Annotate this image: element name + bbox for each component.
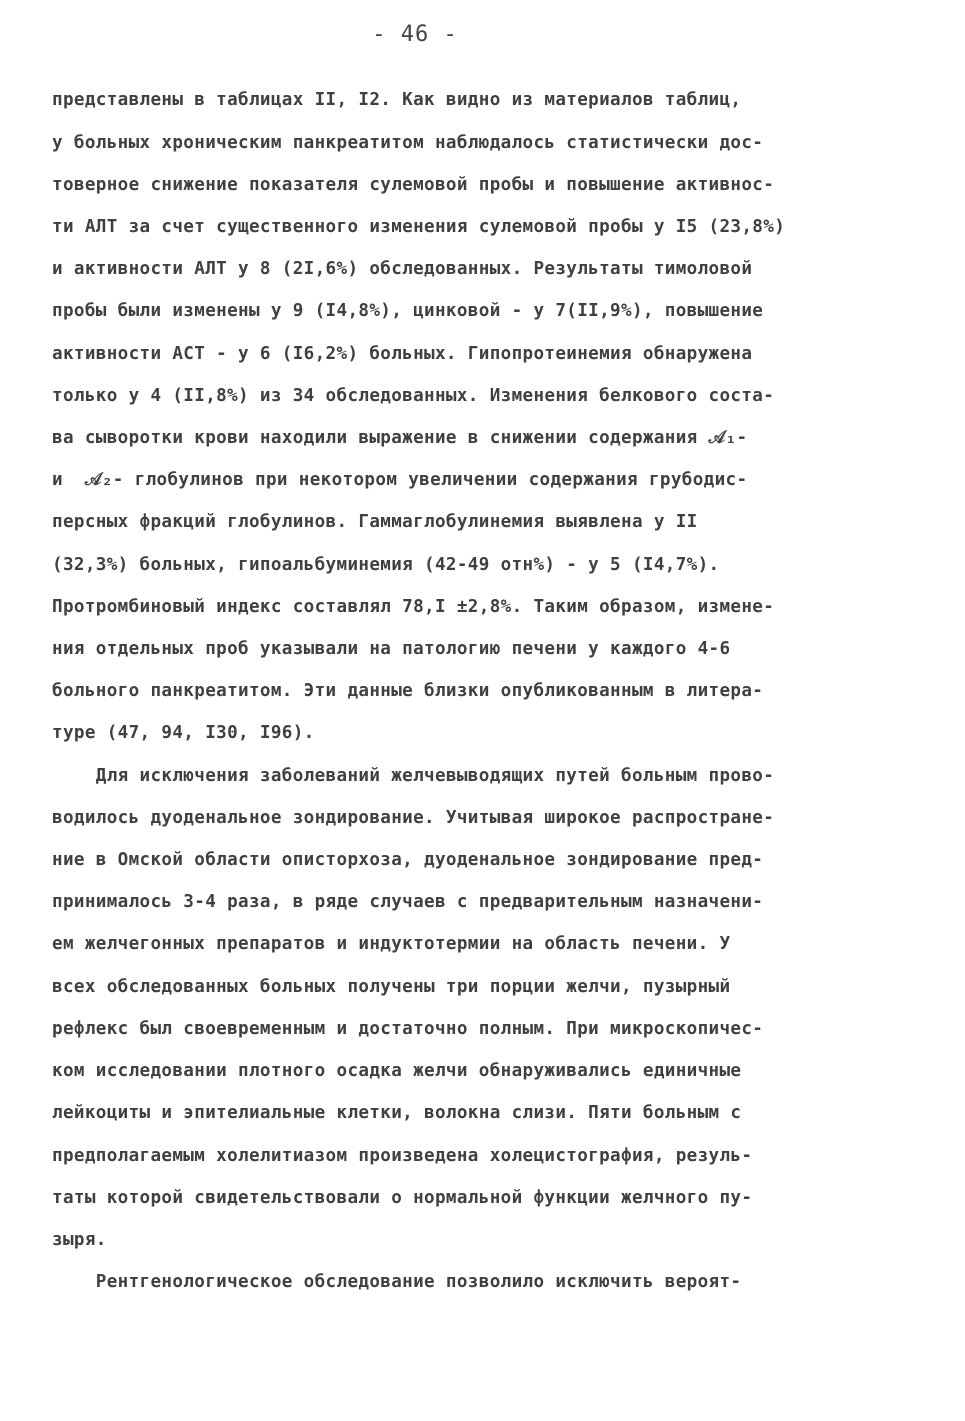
text-line: (32,3%) больных, гипоальбуминемия (42-49 отн%) - у 5 (I4,7%). (52, 555, 720, 575)
text-line: ти АЛТ за счет существенного изменения сулемовой пробы у I5 (23,8%) (52, 217, 786, 237)
text-line: активности АСТ - у 6 (I6,2%) больных. Гипопротеинемия обнаружена (52, 344, 753, 364)
text-line: туре (47, 94, I30, I96). (52, 723, 315, 743)
text-line: принималось 3-4 раза, в ряде случаев с предварительным назначени- (52, 892, 764, 912)
text-line: у больных хроническим панкреатитом наблюдалось статистически дос- (52, 133, 764, 153)
text-line: ком исследовании плотного осадка желчи обнаруживались единичные (52, 1061, 742, 1081)
text-line: зыря. (52, 1230, 107, 1250)
text-line: Рентгенологическое обследование позволило исключить вероят- (52, 1272, 742, 1292)
text-line: рефлекс был своевременным и достаточно полным. При микроскопичес- (52, 1019, 764, 1039)
text-line: представлены в таблицах II, I2. Как видно из материалов таблиц, (52, 90, 742, 110)
page-number: - 46 - (372, 22, 458, 47)
text-line: пробы были изменены у 9 (I4,8%), цинковой - у 7(II,9%), повышение (52, 301, 764, 321)
text-line: персных фракций глобулинов. Гаммаглобулинемия выявлена у II (52, 512, 698, 532)
text-line: таты которой свидетельствовали о нормальной функции желчного пу- (52, 1188, 753, 1208)
text-line: водилось дуоденальное зондирование. Учитывая широкое распростране- (52, 808, 775, 828)
text-line: Для исключения заболеваний желчевыводящих путей больным прово- (52, 766, 775, 786)
text-line: ва сыворотки крови находили выражение в снижении содержания 𝒜₁- (52, 428, 748, 448)
text-line: и активности АЛТ у 8 (2I,6%) обследованных. Результаты тимоловой (52, 259, 753, 279)
text-line: ем желчегонных препаратов и индуктотермии на область печени. У (52, 934, 731, 954)
text-line: лейкоциты и эпителиальные клетки, волокна слизи. Пяти больным с (52, 1103, 742, 1123)
text-line: ние в Омской области описторхоза, дуоденальное зондирование пред- (52, 850, 764, 870)
text-line: ния отдельных проб указывали на патологию печени у каждого 4-6 (52, 639, 731, 659)
text-line: и 𝒜₂- глобулинов при некотором увеличении содержания грубодис- (52, 470, 748, 490)
text-line: товерное снижение показателя сулемовой пробы и повышение активнос- (52, 175, 775, 195)
text-line: всех обследованных больных получены три порции желчи, пузырный (52, 977, 731, 997)
text-line: предполагаемым холелитиазом произведена холецистография, резуль- (52, 1146, 753, 1166)
text-line: только у 4 (II,8%) из 34 обследованных. Изменения белкового соста- (52, 386, 775, 406)
text-line: Протромбиновый индекс составлял 78,I ±2,8%. Таким образом, измене- (52, 597, 775, 617)
text-line: больного панкреатитом. Эти данные близки опубликованным в литера- (52, 681, 764, 701)
